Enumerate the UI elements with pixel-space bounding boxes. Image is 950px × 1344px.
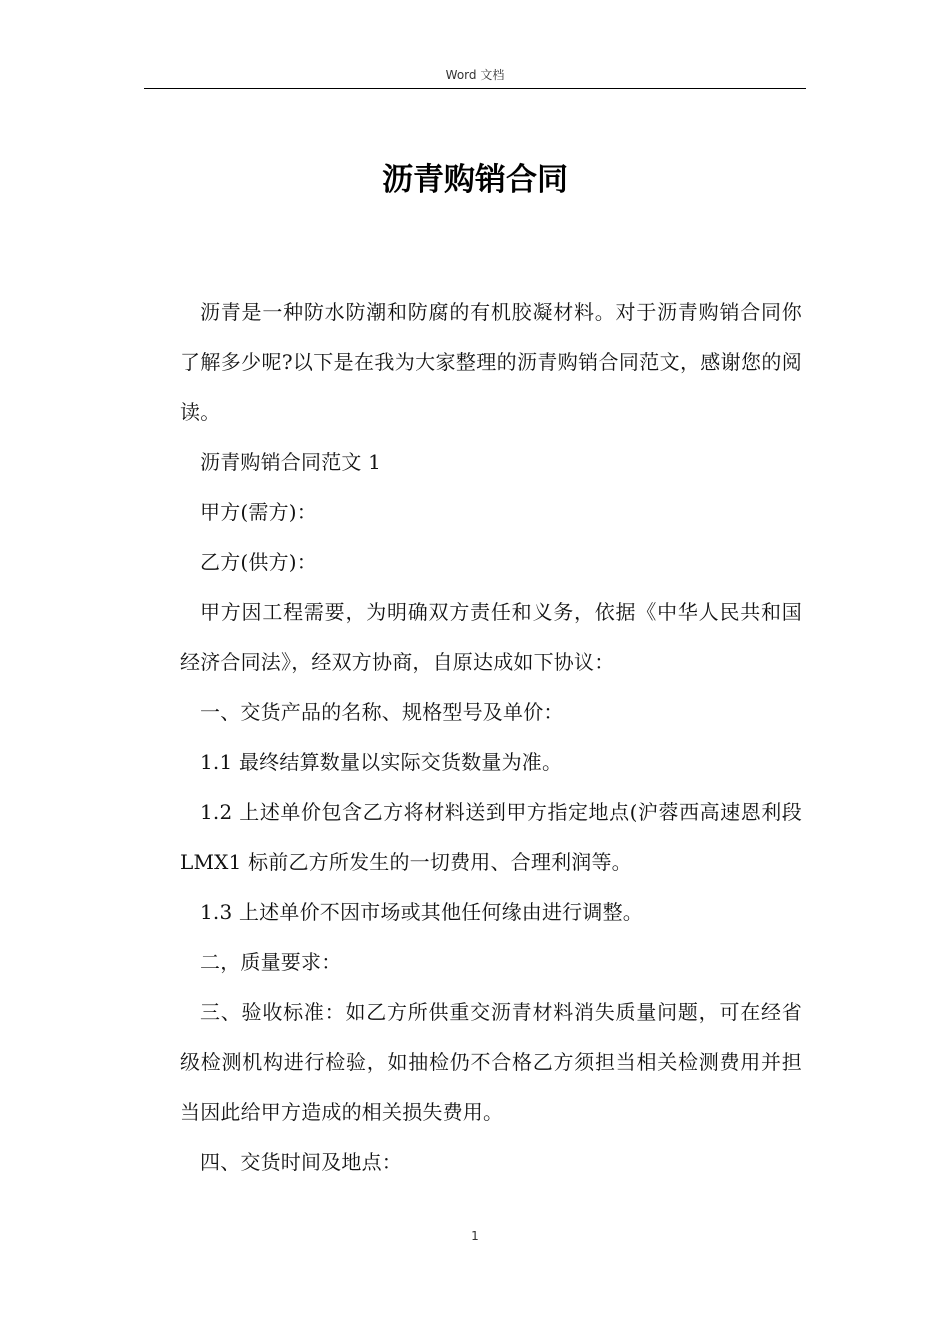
paragraph-clause-1-3: 1.3 上述单价不因市场或其他任何缘由进行调整。	[200, 900, 643, 924]
paragraph-clause-1-2: 1.2 上述单价包含乙方将材料送到甲方指定地点(沪蓉西高速恩利段 LMX1 标前乙方所发生的一切费用、合理利润等。	[180, 800, 802, 874]
paragraph-preamble: 甲方因工程需要，为明确双方责任和义务，依据《中华人民共和国经济合同法》，经双方协商，自原达成如下协议：	[180, 600, 802, 674]
page-header	[144, 64, 806, 89]
paragraph-section-1: 一、交货产品的名称、规格型号及单价：	[200, 700, 564, 724]
document-body	[180, 287, 802, 1187]
page-number: 1	[471, 1229, 479, 1243]
paragraph-party-a: 甲方(需方)：	[200, 500, 318, 524]
header-label: Word 文档	[445, 68, 505, 82]
paragraph-clause-1-1: 1.1 最终结算数量以实际交货数量为准。	[200, 750, 563, 774]
paragraph-section-2: 二，质量要求：	[200, 950, 342, 974]
paragraph-section-4: 四、交货时间及地点：	[200, 1150, 402, 1174]
paragraph-intro: 沥青是一种防水防潮和防腐的有机胶凝材料。对于沥青购销合同你了解多少呢?以下是在我为大家整理的沥青购销合同范文，感谢您的阅读。	[180, 300, 802, 424]
document-title: 沥青购销合同	[382, 162, 568, 198]
paragraph-sample-heading: 沥青购销合同范文 1	[200, 450, 382, 474]
paragraph-section-3: 三、验收标准：如乙方所供重交沥青材料消失质量问题，可在经省级检测机构进行检验，如抽检仍不合格乙方须担当相关检测费用并担当因此给甲方造成的相关损失费用。	[180, 1000, 802, 1124]
paragraph-party-b: 乙方(供方)：	[200, 550, 318, 574]
